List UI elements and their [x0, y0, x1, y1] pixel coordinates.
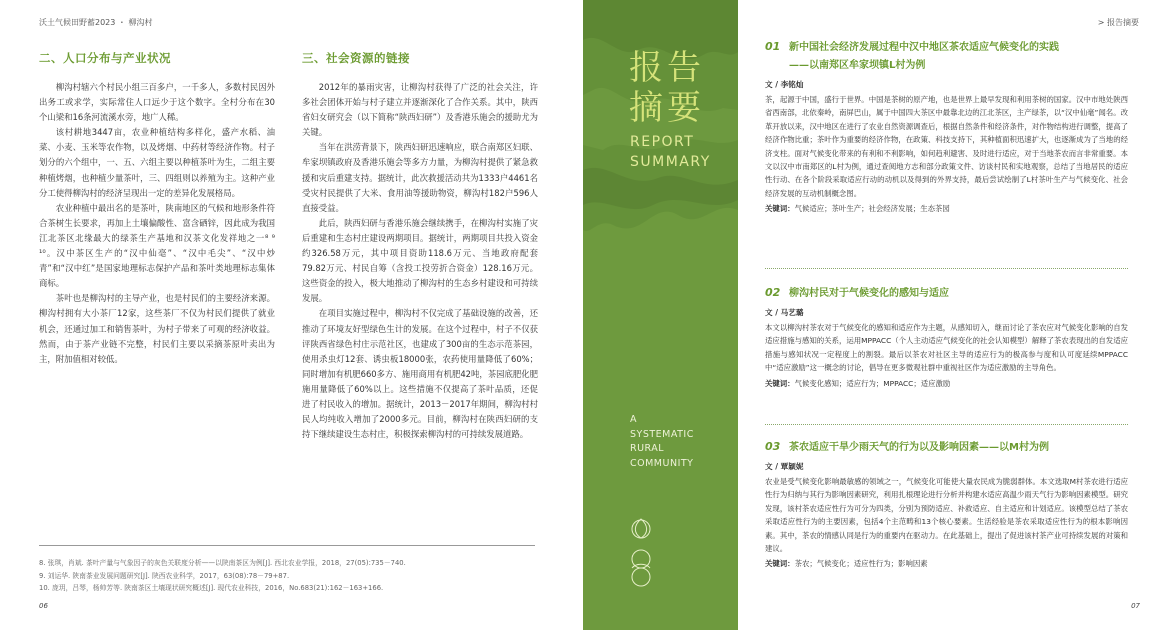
report-summary-title-en: REPORT SUMMARY — [630, 134, 711, 170]
summary-keywords: 关键词：气候变化感知；适应行为；MPPACC；适应激励 — [765, 378, 951, 388]
running-header-right: > 报告摘要 — [1097, 18, 1139, 27]
summary-author: 文 / 马艺璐 — [765, 308, 804, 317]
report-summary-title-cn: 报告 摘要 — [629, 48, 705, 128]
summary-item — [765, 38, 1128, 214]
section-title: 二、人口分布与产业状况 — [39, 51, 171, 65]
footnote: 9. 刘运华. 陕南茶业发展问题研究[J]. 陕西农业科学，2017，63(08):78－79+87. — [39, 571, 290, 580]
section-population-industry — [39, 50, 275, 367]
summary-title: 新中国社会经济发展过程中汉中地区茶农适应气候变化的实践 — [789, 42, 1059, 53]
report-summary-band — [583, 0, 738, 630]
footnote: 8. 张琪，肖斌. 茶叶产量与气象因子的灰色关联度分析——以陕南茶区为例[J]. 西北农业学报，2018，27(05):735－740. — [39, 559, 406, 567]
summary-author: 文 / 覃颖妮 — [765, 462, 804, 471]
summary-title: 柳沟村民对于气候变化的感知与适应 — [789, 288, 949, 299]
summary-author: 文 / 李铭灿 — [765, 80, 804, 89]
section-divider — [765, 424, 1128, 425]
summary-item — [765, 438, 1128, 569]
paragraph: 2012年的暴雨灾害，让柳沟村获得了广泛的社会关注，许多社会团体开始与村子建立并逐渐深化了合作关系。其中，陕西省妇女研究会（以下简称“陕西妇研”）及香港乐施会的援助尤为关键。 — [302, 82, 538, 138]
paragraph: 在项目实施过程中，柳沟村不仅完成了基础设施的改善，还推动了环境友好型绿色生计的发展。在这个过程中，村子不仅获评陕西省绿色村庄示范社区，也建成了300亩的生态示范茶园，使用杀虫灯12套、诱虫板18000张，农药使用量降低了60%；同时增加有机肥660多方、施用商用有机肥42吨，茶园底肥化肥施用量降低了60%以上。这些措施不仅提高了茶叶品质，还促进了村民收入的增加。据统计，2013－2017年期间，柳沟村村民人均纯收入增加了2000多元。目前，柳沟村在陕西妇研的支持下继续建设生态村庄，积极探索柳沟村的可持续发展道路。 — [302, 308, 539, 440]
section-divider — [765, 268, 1128, 269]
summary-title: 茶农适应干旱少雨天气的行为以及影响因素——以M村为例 — [789, 442, 1049, 453]
running-header-left: 沃土气候田野蓄2023 ・ 柳沟村 — [39, 18, 153, 27]
paragraph: 茶叶也是柳沟村的主导产业，也是村民们的主要经济来源。柳沟村拥有大小茶厂12家，这些茶厂不仅为村民们提供了就业机会，还通过加工和销售茶叶，为村子带来了可观的经济收益。然而，由于茶产业链不完整，村民们主要以采摘茶原叶卖出为主，附加值相对较低。 — [39, 293, 275, 364]
summary-item — [765, 284, 1128, 389]
footnote-divider — [39, 545, 535, 546]
summary-number: 02 — [765, 286, 781, 299]
summary-keywords: 关键词：气候适应；茶叶生产；社会经济发展；生态茶园 — [765, 204, 950, 214]
summary-body: 本文以柳沟村茶农对于气候变化的感知和适应作为主题，从感知切入，继而讨论了茶农应对气候变化影响的自发适应措施与感知的关系，运用MPPACC（个人主动适应气候变化的社会认知模型）解释了茶农表现出的自发适应措施与感知状况一定程度上的割裂。最后以茶农对社区主导的适应行为的极高参与度和认可度延续MPPACC中“适应激励”这一概念的讨论，倡导在更多微观社群中重视社区作为适应激励的主导角色。 — [765, 323, 1128, 373]
summary-number: 01 — [765, 40, 781, 53]
page-number-right: 07 — [1131, 602, 1140, 610]
footnote: 10. 庞玥，吕琴，杨帅芳等. 陕南茶区土壤现状研究概述[J]. 现代农业科技，2016，No.683(21):162－163+166. — [39, 584, 384, 592]
summary-subtitle: ——以南郑区牟家坝镇L村为例 — [789, 60, 926, 71]
paragraph: 当年在洪涝背景下，陕西妇研迅速响应，联合南郑区妇联、牟家坝镇政府及香港乐施会等多方力量，为柳沟村提供了紧急救援和灾后重建支持。据统计，此次救援活动共为1333户4461名受灾村民提供了大米、食用油等援助物资，柳沟村182户596人直接受益。 — [302, 142, 538, 213]
paragraph: 该村耕地3447亩，农业种植结构多样化，盛产水稻、油菜、小麦、玉米等农作物，以及烤烟、中药材等经济作物。村子划分的六个组中，一、五、六组主要以种植茶叶为生，二组主要种植烤烟，也种植少量茶叶，三、四组则以养殖为主。这种产业分工使得柳沟村的经济呈现出一定的差异化发展格局。 — [39, 127, 275, 198]
page-number-left: 06 — [39, 602, 48, 610]
paragraph: 此后，陕西妇研与香港乐施会继续携手，在柳沟村实施了灾后重建和生态村庄建设两期项目。据统计，两期项目共投入资金约326.58万元，其中项目资助118.6万元、当地政府配套79.82万元、村民自筹（含投工投劳折合资金）128.16万元。这些资金的投入，极大地推动了柳沟村的生态乡村建设和可持续发展。 — [302, 217, 538, 304]
section-social-resources — [302, 50, 538, 442]
paragraph: 柳沟村辖六个村民小组三百多户，一千多人，多数村民因外出务工或求学，实际常住人口远少于这个数字。全村分布在30个山梁和16条河流溪水旁，地广人稀。 — [39, 82, 275, 123]
section-title: 三、社会资源的链接 — [302, 51, 410, 65]
summary-body: 农业是受气候变化影响最敏感的领域之一，气候变化可能使大量农民成为脆弱群体。本文选取M村茶农进行适应性行为归纳与其行为影响因素研究，利用扎根理论进行分析并构建水适应高温少雨天气行为影响因素模型。研究发现，该村茶农适应性行为可分为四类，分别为预防适应、补救适应、自主适应和计划适应。该模型总结了茶农采取适应性行为的主要因素，包括4个主范畴和13个核心要素。生活经验是茶农采取适应性行为的根本影响因素。其中，茶农的情感认同是行为的重要内在驱动力。在此基础上，提出了促进该村茶产业可持续发展的对策和建议。 — [765, 477, 1128, 554]
footnotes — [39, 557, 539, 595]
decorative-circles-icon — [630, 517, 652, 591]
summary-keywords: 关键词：茶农；气候变化；适应性行为；影响因素 — [765, 559, 928, 569]
paragraph: 农业种植中最出名的是茶叶，陕南地区的气候和地形条件符合茶树生长要求，再加上土壤偏酸性、富含硒锌，因此成为我国江北茶区北缘最大的绿茶生产基地和汉茶文化发祥地之一⁸ ⁹ ¹⁰。汉中茶区生产的“汉中仙毫”、“汉中毛尖”、“汉中炒青”和“汉中红”是国家地理标志保护产品和茶叶类地理标志集体商标。 — [39, 202, 275, 289]
summary-number: 03 — [765, 440, 781, 453]
band-subtitle: A SYSTEMATIC RURAL COMMUNITY — [630, 414, 694, 469]
summary-body: 茶，起源于中国，盛行于世界。中国是茶树的原产地，也是世界上最早发现和利用茶树的国家。汉中市地处陕西省西南部，北依秦岭，南屏巴山，属于中国四大茶区中最靠北边的江北茶区，主产绿茶，以“汉中仙毫”闻名。改革开放以来，汉中地区在进行了农业自然资源调查后，根据自然条件和经济条件，对作物结构进行调整，提高了经济作物比重；茶叶作为重要的经济作物，在政策、科技支持下，其种植面积迅速扩大，也逐渐成为了当地的经济支柱。面对气候变化带来的有利和不利影响，如何趋利避害、及时进行适应，对于当地茶农而言非常重要。本文以汉中市南郑区的L村为例，通过查阅地方志和部分政策文件、访谈村民和实地观察，总结了当地居民的适应性行动、在各个阶段采取适应行动的动机以及得到的外界支持，最后尝试绘制了L村茶叶生产与气候变化、社会经济发展的互动机制概念图。 — [765, 95, 1128, 198]
